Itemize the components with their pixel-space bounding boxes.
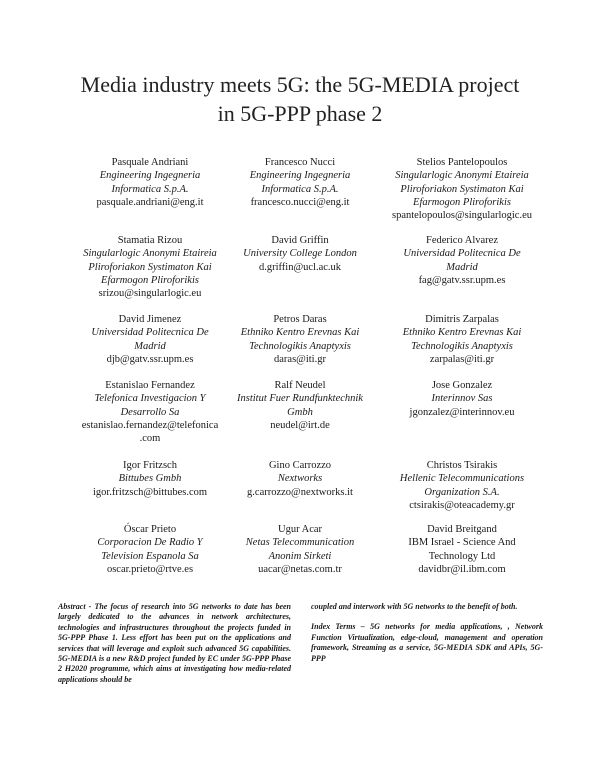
author-affiliation: Technologikis Anaptyxis: [249, 340, 351, 352]
author-affiliation: Efarmogon Pliroforikis: [101, 274, 199, 286]
author-block: [362, 313, 562, 366]
abstract-column-right: [311, 602, 543, 674]
author-affiliation: Universidad Politecnica De: [403, 248, 521, 260]
author-affiliation: Netas Telecommunication: [245, 537, 355, 549]
author-affiliation: Informatica S.p.A.: [111, 183, 189, 195]
author-affiliation: Television Espanola Sa: [101, 550, 199, 562]
paper-title: [30, 70, 570, 128]
author-email: djb@gatv.ssr.upm.es: [106, 353, 194, 365]
index-terms: Index Terms – 5G networks for media applications, , Network Function Virtualization, edge-cloud, management and operation framework, Streaming as a service, 5G-MEDIA SDK and APIs, 5G-PPP: [311, 622, 543, 663]
author-block: [362, 156, 562, 222]
author-email: daras@iti.gr: [274, 353, 326, 365]
abstract-column-left: [58, 602, 291, 685]
author-email: igor.fritzsch@bittubes.com: [92, 486, 208, 498]
author-name: David Jimenez: [118, 314, 182, 325]
author-affiliation: Institut Fuer Rundfunktechnik: [237, 393, 363, 405]
author-affiliation: University College London: [243, 248, 357, 260]
author-affiliation: Telefonica Investigacion Y: [94, 393, 206, 405]
author-affiliation: Anonim Sirketi: [268, 550, 332, 562]
author-block: [362, 459, 562, 512]
author-name: Gino Carrozzo: [268, 460, 332, 471]
author-affiliation: Nextworks: [277, 473, 323, 485]
title-line-1: Media industry meets 5G: the 5G-MEDIA project: [80, 72, 520, 97]
author-email: estanislao.fernandez@telefonica: [81, 419, 219, 431]
author-name: Ugur Acar: [277, 524, 323, 535]
author-affiliation: Engineering Ingegneria: [99, 170, 201, 182]
author-affiliation: Efarmogon Pliroforikis: [413, 196, 511, 208]
author-affiliation: IBM Israel - Science And: [408, 537, 516, 549]
author-name: Igor Fritzsch: [123, 460, 177, 471]
author-email: fag@gatv.ssr.upm.es: [418, 274, 506, 286]
author-name: Federico Alvarez: [425, 235, 498, 246]
author-name: Pasquale Andriani: [111, 157, 189, 168]
author-name: Estanislao Fernandez: [105, 380, 195, 391]
author-name: Óscar Prieto: [123, 524, 177, 535]
author-affiliation: Ethniko Kentro Erevnas Kai: [240, 327, 360, 339]
author-affiliation: Interinnov Sas: [431, 393, 493, 405]
author-affiliation: Technology Ltd: [428, 550, 496, 562]
author-block: [362, 523, 562, 576]
author-affiliation: Corporacion De Radio Y: [97, 537, 203, 549]
author-name: Petros Daras: [273, 314, 327, 325]
author-name: Francesco Nucci: [264, 157, 336, 168]
author-name: Dimitris Zarpalas: [425, 314, 499, 325]
author-block: [362, 234, 562, 287]
author-affiliation: Pliroforiakon Systimaton Kai: [400, 183, 524, 195]
author-email: spantelopoulos@singularlogic.eu: [391, 210, 533, 222]
author-email-continued: .com: [139, 433, 161, 445]
author-affiliation: Bittubes Gmbh: [118, 473, 182, 485]
author-name: Stelios Pantelopoulos: [416, 157, 508, 168]
author-affiliation: Madrid: [446, 261, 478, 273]
author-name: Christos Tsirakis: [426, 460, 498, 471]
author-email: srizou@singularlogic.eu: [98, 288, 202, 300]
author-affiliation: Organization S.A.: [424, 486, 500, 498]
author-email: ctsirakis@oteacademy.gr: [409, 499, 515, 511]
title-line-2: in 5G-PPP phase 2: [217, 101, 383, 126]
author-affiliation: Gmbh: [287, 406, 313, 418]
author-affiliation: Technologikis Anaptyxis: [411, 340, 513, 352]
author-email: uacar@netas.com.tr: [258, 563, 342, 575]
author-affiliation: Madrid: [134, 340, 166, 352]
author-name: David Griffin: [271, 235, 329, 246]
abstract-text: Abstract - The focus of research into 5G networks to date has been largely dedicated to the advances in network architectures, technologies and infrastructures throughout the projects funded in 5G-PPP Phase 1. Less effort has been put on the applications and services that will leverage and exploit such advanced 5G capabilities. 5G-MEDIA is a new R&D project funded by EC under 5G-PPP Phase 2 H2020 programme, which aims at investigating how media-related applications should be: [58, 602, 291, 684]
author-email: pasquale.andriani@eng.it: [96, 196, 204, 208]
author-name: Stamatia Rizou: [117, 235, 183, 246]
author-affiliation: Informatica S.p.A.: [261, 183, 339, 195]
author-email: oscar.prieto@rtve.es: [106, 563, 194, 575]
author-affiliation: Desarrollo Sa: [120, 406, 180, 418]
author-email: d.griffin@ucl.ac.uk: [258, 261, 342, 273]
author-affiliation: Singularlogic Anonymi Etaireia: [83, 248, 217, 260]
abstract-continuation: coupled and interwork with 5G networks to the benefit of both.: [311, 602, 518, 611]
author-email: davidbr@il.ibm.com: [418, 563, 506, 575]
author-email: francesco.nucci@eng.it: [250, 196, 350, 208]
author-affiliation: Universidad Politecnica De: [91, 327, 209, 339]
author-email: neudel@irt.de: [270, 419, 330, 431]
author-affiliation: Singularlogic Anonymi Etaireia: [395, 170, 529, 182]
author-email: zarpalas@iti.gr: [429, 353, 495, 365]
author-affiliation: Hellenic Telecommunications: [399, 473, 525, 485]
author-email: jgonzalez@interinnov.eu: [409, 406, 515, 418]
author-name: Jose Gonzalez: [431, 380, 493, 391]
author-affiliation: Pliroforiakon Systimaton Kai: [88, 261, 212, 273]
author-email: g.carrozzo@nextworks.it: [247, 486, 353, 498]
author-name: David Breitgand: [427, 524, 497, 535]
author-affiliation: Ethniko Kentro Erevnas Kai: [402, 327, 522, 339]
author-name: Ralf Neudel: [274, 380, 326, 391]
author-block: [362, 379, 562, 419]
author-affiliation: Engineering Ingegneria: [249, 170, 351, 182]
